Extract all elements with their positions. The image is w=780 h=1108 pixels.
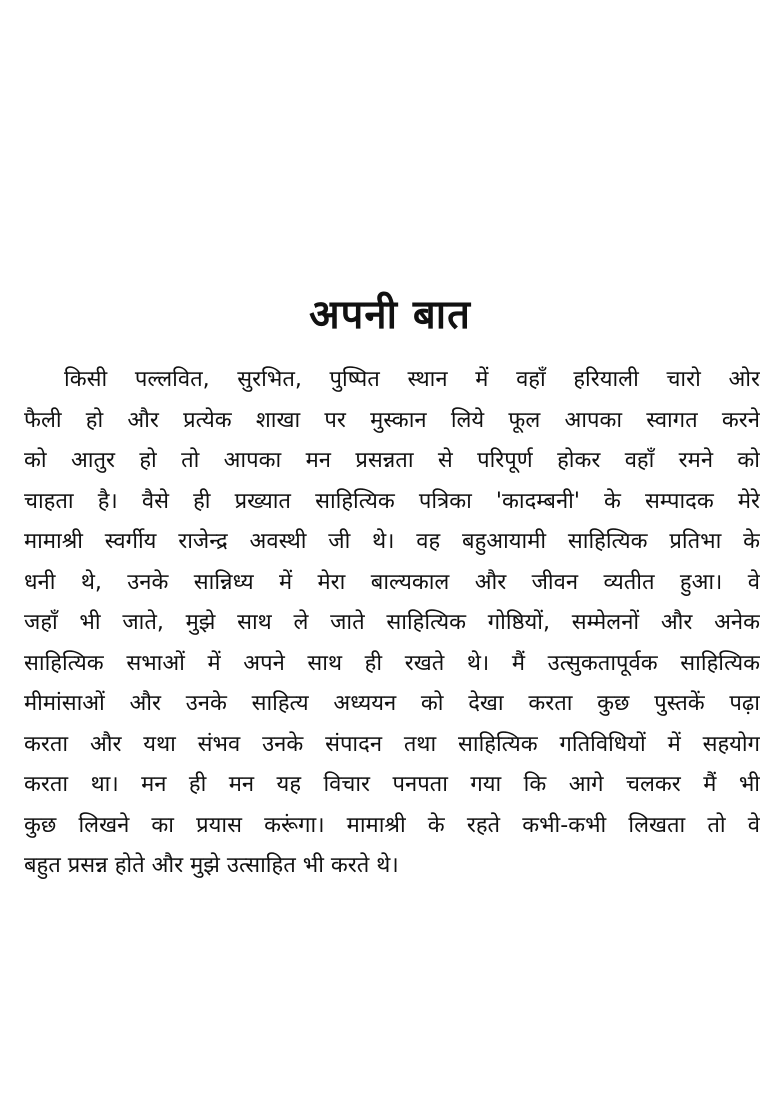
paragraph-line: चाहता है। वैसे ही प्रख्यात साहित्यिक पत्रिका 'कादम्बनी' के सम्पादक मेरे (24, 488, 760, 514)
paragraph-line: धनी थे, उनके सान्निध्य में मेरा बाल्यकाल और जीवन व्यतीत हुआ। वे (24, 569, 760, 595)
paragraph-line: साहित्यिक सभाओं में अपने साथ ही रखते थे। मैं उत्सुकतापूर्वक साहित्यिक (24, 650, 760, 676)
paragraph-line: फैली हो और प्रत्येक शाखा पर मुस्कान लिये फूल आपका स्वागत करने (24, 407, 760, 433)
body-paragraph (24, 360, 760, 887)
paragraph-line: करता था। मन ही मन यह विचार पनपता गया कि आगे चलकर मैं भी (24, 772, 760, 797)
paragraph-line: बहुत प्रसन्न होते और मुझे उत्साहित भी करते थे। (24, 853, 399, 878)
paragraph-line: कुछ लिखने का प्रयास करूंगा। मामाश्री के रहते कभी-कभी लिखता तो वे (24, 812, 760, 838)
page-title: अपनी बात (309, 291, 471, 338)
paragraph-line: करता और यथा संभव उनके संपादन तथा साहित्यिक गतिविधियों में सहयोग (24, 731, 760, 757)
paragraph-line: जहाँ भी जाते, मुझे साथ ले जाते साहित्यिक गोष्ठियों, सम्मेलनों और अनेक (24, 610, 760, 635)
paragraph-line: मामाश्री स्वर्गीय राजेन्द्र अवस्थी जी थे। वह बहुआयामी साहित्यिक प्रतिभा के (24, 529, 760, 554)
paragraph-line: को आतुर हो तो आपका मन प्रसन्नता से परिपूर्ण होकर वहाँ रमने को (24, 448, 760, 473)
paragraph-line: किसी पल्लवित, सुरभित, पुष्पित स्थान में वहाँ हरियाली चारो ओर (64, 367, 760, 392)
paragraph-line: मीमांसाओं और उनके साहित्य अध्ययन को देखा करता कुछ पुस्तकें पढ़ा (24, 691, 760, 716)
